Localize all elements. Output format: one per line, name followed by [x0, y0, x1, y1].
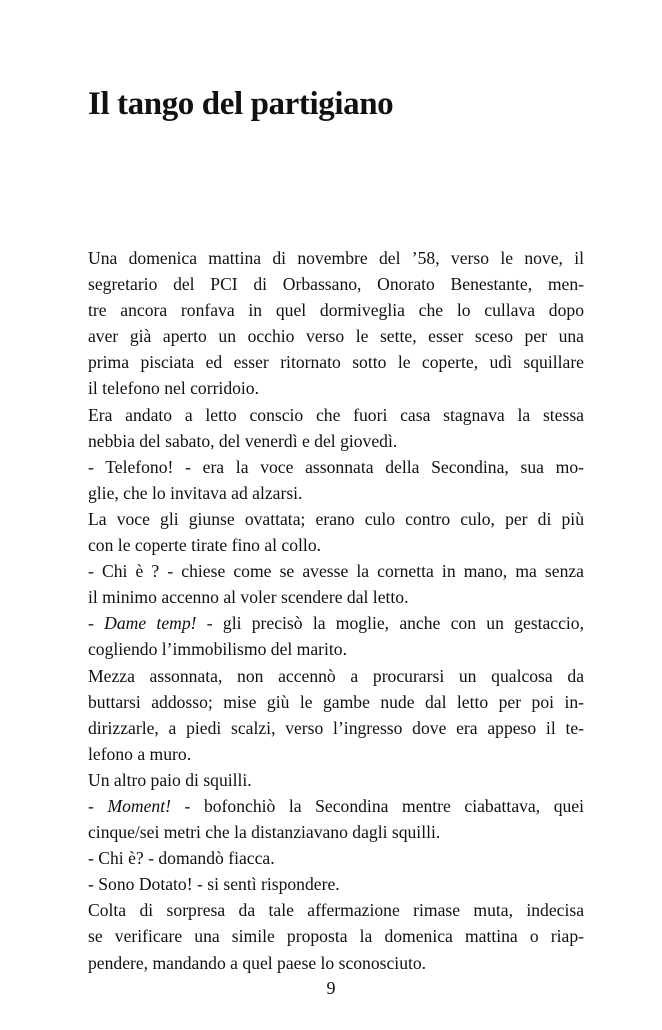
text-line	[88, 663, 584, 689]
text-run: -	[88, 795, 108, 816]
text-run: - gli precisò la moglie, anche con un gestaccio,	[196, 613, 585, 634]
text-run: pendere, mandando a quel paese lo sconosciuto.	[88, 952, 427, 973]
text-line	[88, 689, 584, 715]
text-run: -	[88, 613, 105, 634]
text-line	[88, 297, 584, 323]
text-run: nebbia del sabato, del venerdì e del giovedì.	[88, 430, 398, 451]
text-line	[88, 819, 584, 845]
text-line	[88, 845, 584, 871]
text-line	[88, 741, 584, 767]
text-line	[88, 428, 584, 454]
text-run: - Chi è ? - chiese come se avesse la cornetta in mano, ma senza	[88, 561, 584, 582]
text-run: - Chi è? - domandò fiacca.	[88, 848, 275, 869]
text-line	[88, 480, 584, 506]
text-run: tre ancora ronfava in quel dormiveglia che lo cullava dopo	[88, 300, 584, 321]
text-line	[88, 532, 584, 558]
chapter-title: Il tango del partigiano	[88, 86, 394, 122]
text-run: La voce gli giunse ovattata; erano culo contro culo, per di più	[88, 508, 584, 529]
text-run: - Telefono! - era la voce assonnata della Secondina, sua mo-	[88, 456, 584, 477]
text-line	[88, 271, 584, 297]
text-line	[88, 245, 584, 271]
text-line	[88, 871, 584, 897]
italic-dialogue: Dame temp!	[104, 613, 197, 634]
text-run: Una domenica mattina di novembre del ’58, verso le nove, il	[88, 248, 584, 268]
text-run: dirizzarle, a piedi scalzi, verso l’ingresso dove era appeso il te-	[88, 717, 584, 738]
text-run: segretario del PCI di Orbassano, Onorato Benestante, men-	[88, 274, 584, 295]
text-run: lefono a muro.	[88, 743, 192, 764]
text-line	[88, 636, 584, 662]
text-run: cinque/sei metri che la distanziavano dagli squilli.	[88, 822, 441, 843]
text-run: buttarsi addosso; mise giù le gambe nude dal letto per poi in-	[88, 691, 584, 712]
text-run: il minimo accenno al voler scendere dal letto.	[88, 587, 409, 608]
text-line	[88, 793, 584, 819]
text-line	[88, 349, 584, 375]
text-run: Colta di sorpresa da tale affermazione rimase muta, indecisa	[88, 900, 584, 921]
text-run: - bofonchiò la Secondina mentre ciabattava, quei	[170, 795, 584, 816]
text-line	[88, 584, 584, 610]
text-line	[88, 454, 584, 480]
text-line	[88, 402, 584, 428]
italic-dialogue: Moment!	[107, 795, 171, 816]
text-run: Era andato a letto conscio che fuori casa stagnava la stessa	[88, 404, 584, 425]
text-line	[88, 950, 584, 976]
text-line	[88, 506, 584, 532]
text-run: con le coperte tirate fino al collo.	[88, 535, 322, 556]
chapter-body	[88, 245, 584, 976]
page-number: 9	[326, 978, 336, 998]
text-line	[88, 375, 584, 401]
text-line	[88, 323, 584, 349]
text-line	[88, 610, 584, 636]
text-run: se verificare una simile proposta la domenica mattina o riap-	[88, 926, 584, 947]
text-run: aver già aperto un occhio verso le sette, esser sceso per una	[88, 326, 584, 347]
text-line	[88, 715, 584, 741]
text-run: glie, che lo invitava ad alzarsi.	[88, 482, 303, 503]
text-line	[88, 923, 584, 949]
text-run: cogliendo l’immobilismo del marito.	[88, 639, 347, 660]
text-run: il telefono nel corridoio.	[88, 378, 259, 399]
text-line	[88, 767, 584, 793]
text-run: Un altro paio di squilli.	[88, 769, 252, 790]
text-run: prima pisciata ed esser ritornato sotto le coperte, udì squillare	[88, 352, 584, 373]
text-line	[88, 897, 584, 923]
text-line	[88, 558, 584, 584]
text-run: - Sono Dotato! - si sentì rispondere.	[88, 874, 340, 895]
text-run: Mezza assonnata, non accennò a procurarsi un qualcosa da	[88, 665, 584, 686]
